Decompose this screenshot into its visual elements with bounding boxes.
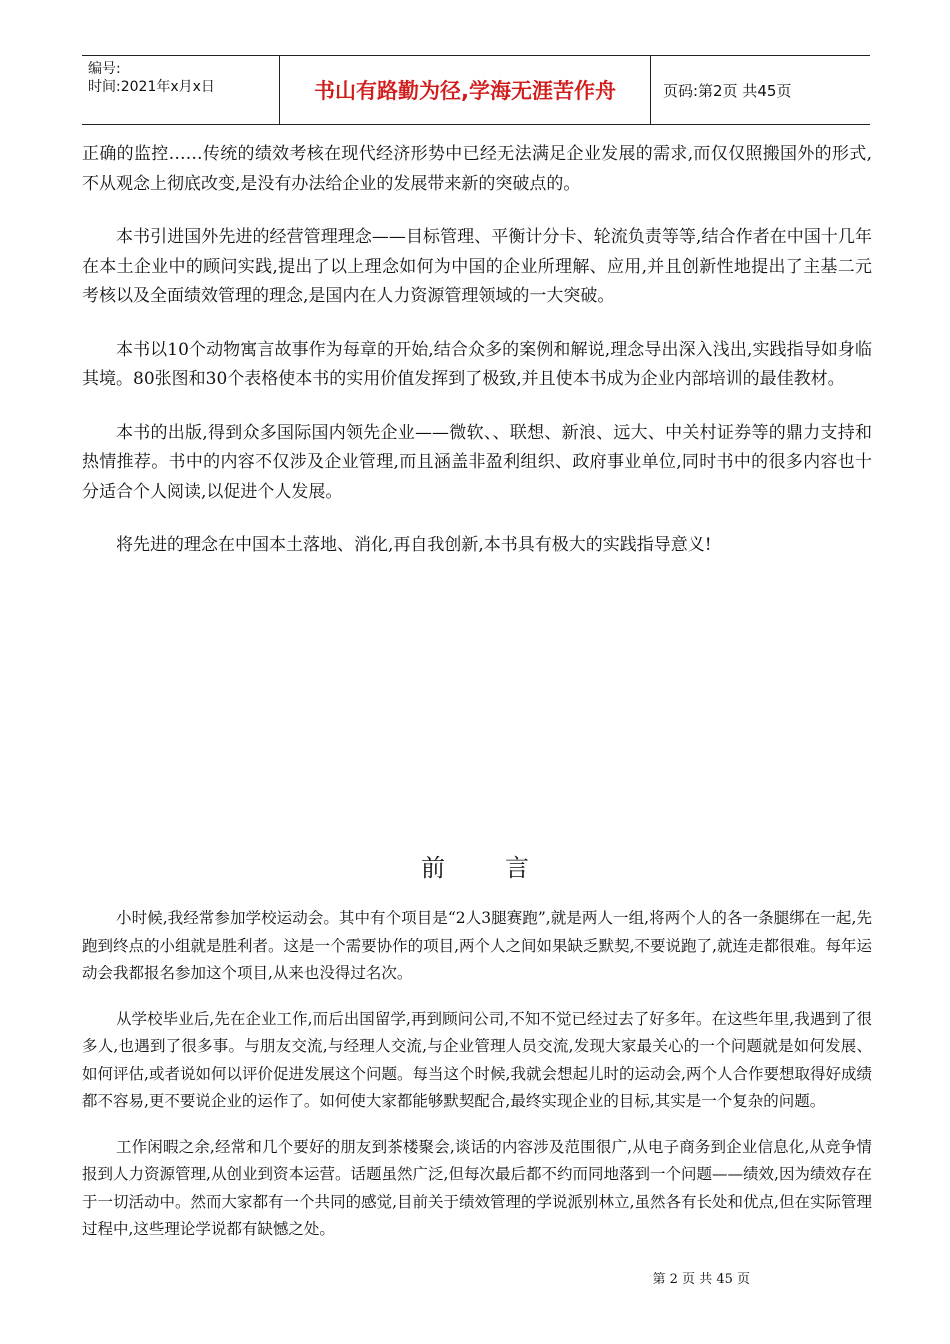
body-text <box>82 140 872 585</box>
paragraph: 从学校毕业后,先在企业工作,而后出国留学,再到顾问公司,不知不觉已经过去了好多年。在这些年里,我遇到了很多人,也遇到了很多事。与朋友交流,与经理人交流,与企业管理人员交流,发现大家最关心的一个问题就是如何发展、如何评估,或者说如何以评价促进发展这个问题。每当这个时候,我就会想起儿时的运动会,两个人合作要想取得好成绩都不容易,更不要说企业的运作了。如何使大家都能够默契配合,最终实现企业的目标,其实是一个复杂的问题。 <box>82 1009 872 1110</box>
paragraph: 将先进的理念在中国本土落地、消化,再自我创新,本书具有极大的实践指导意义! <box>116 535 712 555</box>
preface-text <box>82 905 872 1262</box>
header-meta <box>82 56 280 124</box>
time-label: 时间:2021年x月x日 <box>88 79 215 95</box>
paragraph: 小时候,我经常参加学校运动会。其中有个项目是“2人3腿赛跑”,就是两人一组,将两个人的各一条腿绑在一起,先跑到终点的小组就是胜利者。这是一个需要协作的项目,两个人之间如果缺乏默契,不要说跑了,就连走都很难。每年运动会我都报名参加这个项目,从来也没得过名次。 <box>82 909 872 982</box>
header-motto: 书山有路勤为径,学海无涯苦作舟 <box>280 56 651 124</box>
number-label: 编号: <box>88 61 121 77</box>
paragraph: 本书以10个动物寓言故事作为每章的开始,结合众多的案例和解说,理念导出深入浅出,实践指导如身临其境。80张图和30个表格使本书的实用价值发挥到了极致,并且使本书成为企业内部培训的最佳教材。 <box>82 339 872 389</box>
paragraph: 本书引进国外先进的经营管理理念——目标管理、平衡计分卡、轮流负责等等,结合作者在中国十几年在本土企业中的顾问实践,提出了以上理念如何为中国的企业所理解、应用,并且创新性地提出了主基二元考核以及全面绩效管理的理念,是国内在人力资源管理领域的一大突破。 <box>82 227 872 306</box>
page-header <box>82 55 870 125</box>
preface-title: 前言 <box>421 854 589 882</box>
page-footer: 第 2 页 共 45 页 <box>652 1272 750 1287</box>
header-page-code: 页码:第2页 共45页 <box>663 81 792 100</box>
paragraph: 本书的出版,得到众多国际国内领先企业——微软、、联想、新浪、远大、中关村证券等的鼎力支持和热情推荐。书中的内容不仅涉及企业管理,而且涵盖非盈利组织、政府事业单位,同时书中的很多内容也十分适合个人阅读,以促进个人发展。 <box>82 422 872 502</box>
paragraph: 正确的监控……传统的绩效考核在现代经济形势中已经无法满足企业发展的需求,而仅仅照搬国外的形式,不从观念上彻底改变,是没有办法给企业的发展带来新的突破点的。 <box>82 144 872 194</box>
paragraph: 工作闲暇之余,经常和几个要好的朋友到茶楼聚会,谈话的内容涉及范围很广,从电子商务到企业信息化,从竞争情报到人力资源管理,从创业到资本运营。话题虽然广泛,但每次最后都不约而同地落到一个问题——绩效,因为绩效存在于一切活动中。然而大家都有一个共同的感觉,目前关于绩效管理的学说派别林立,虽然各有长处和优点,但在实际管理过程中,这些理论学说都有缺憾之处。 <box>82 1137 872 1238</box>
